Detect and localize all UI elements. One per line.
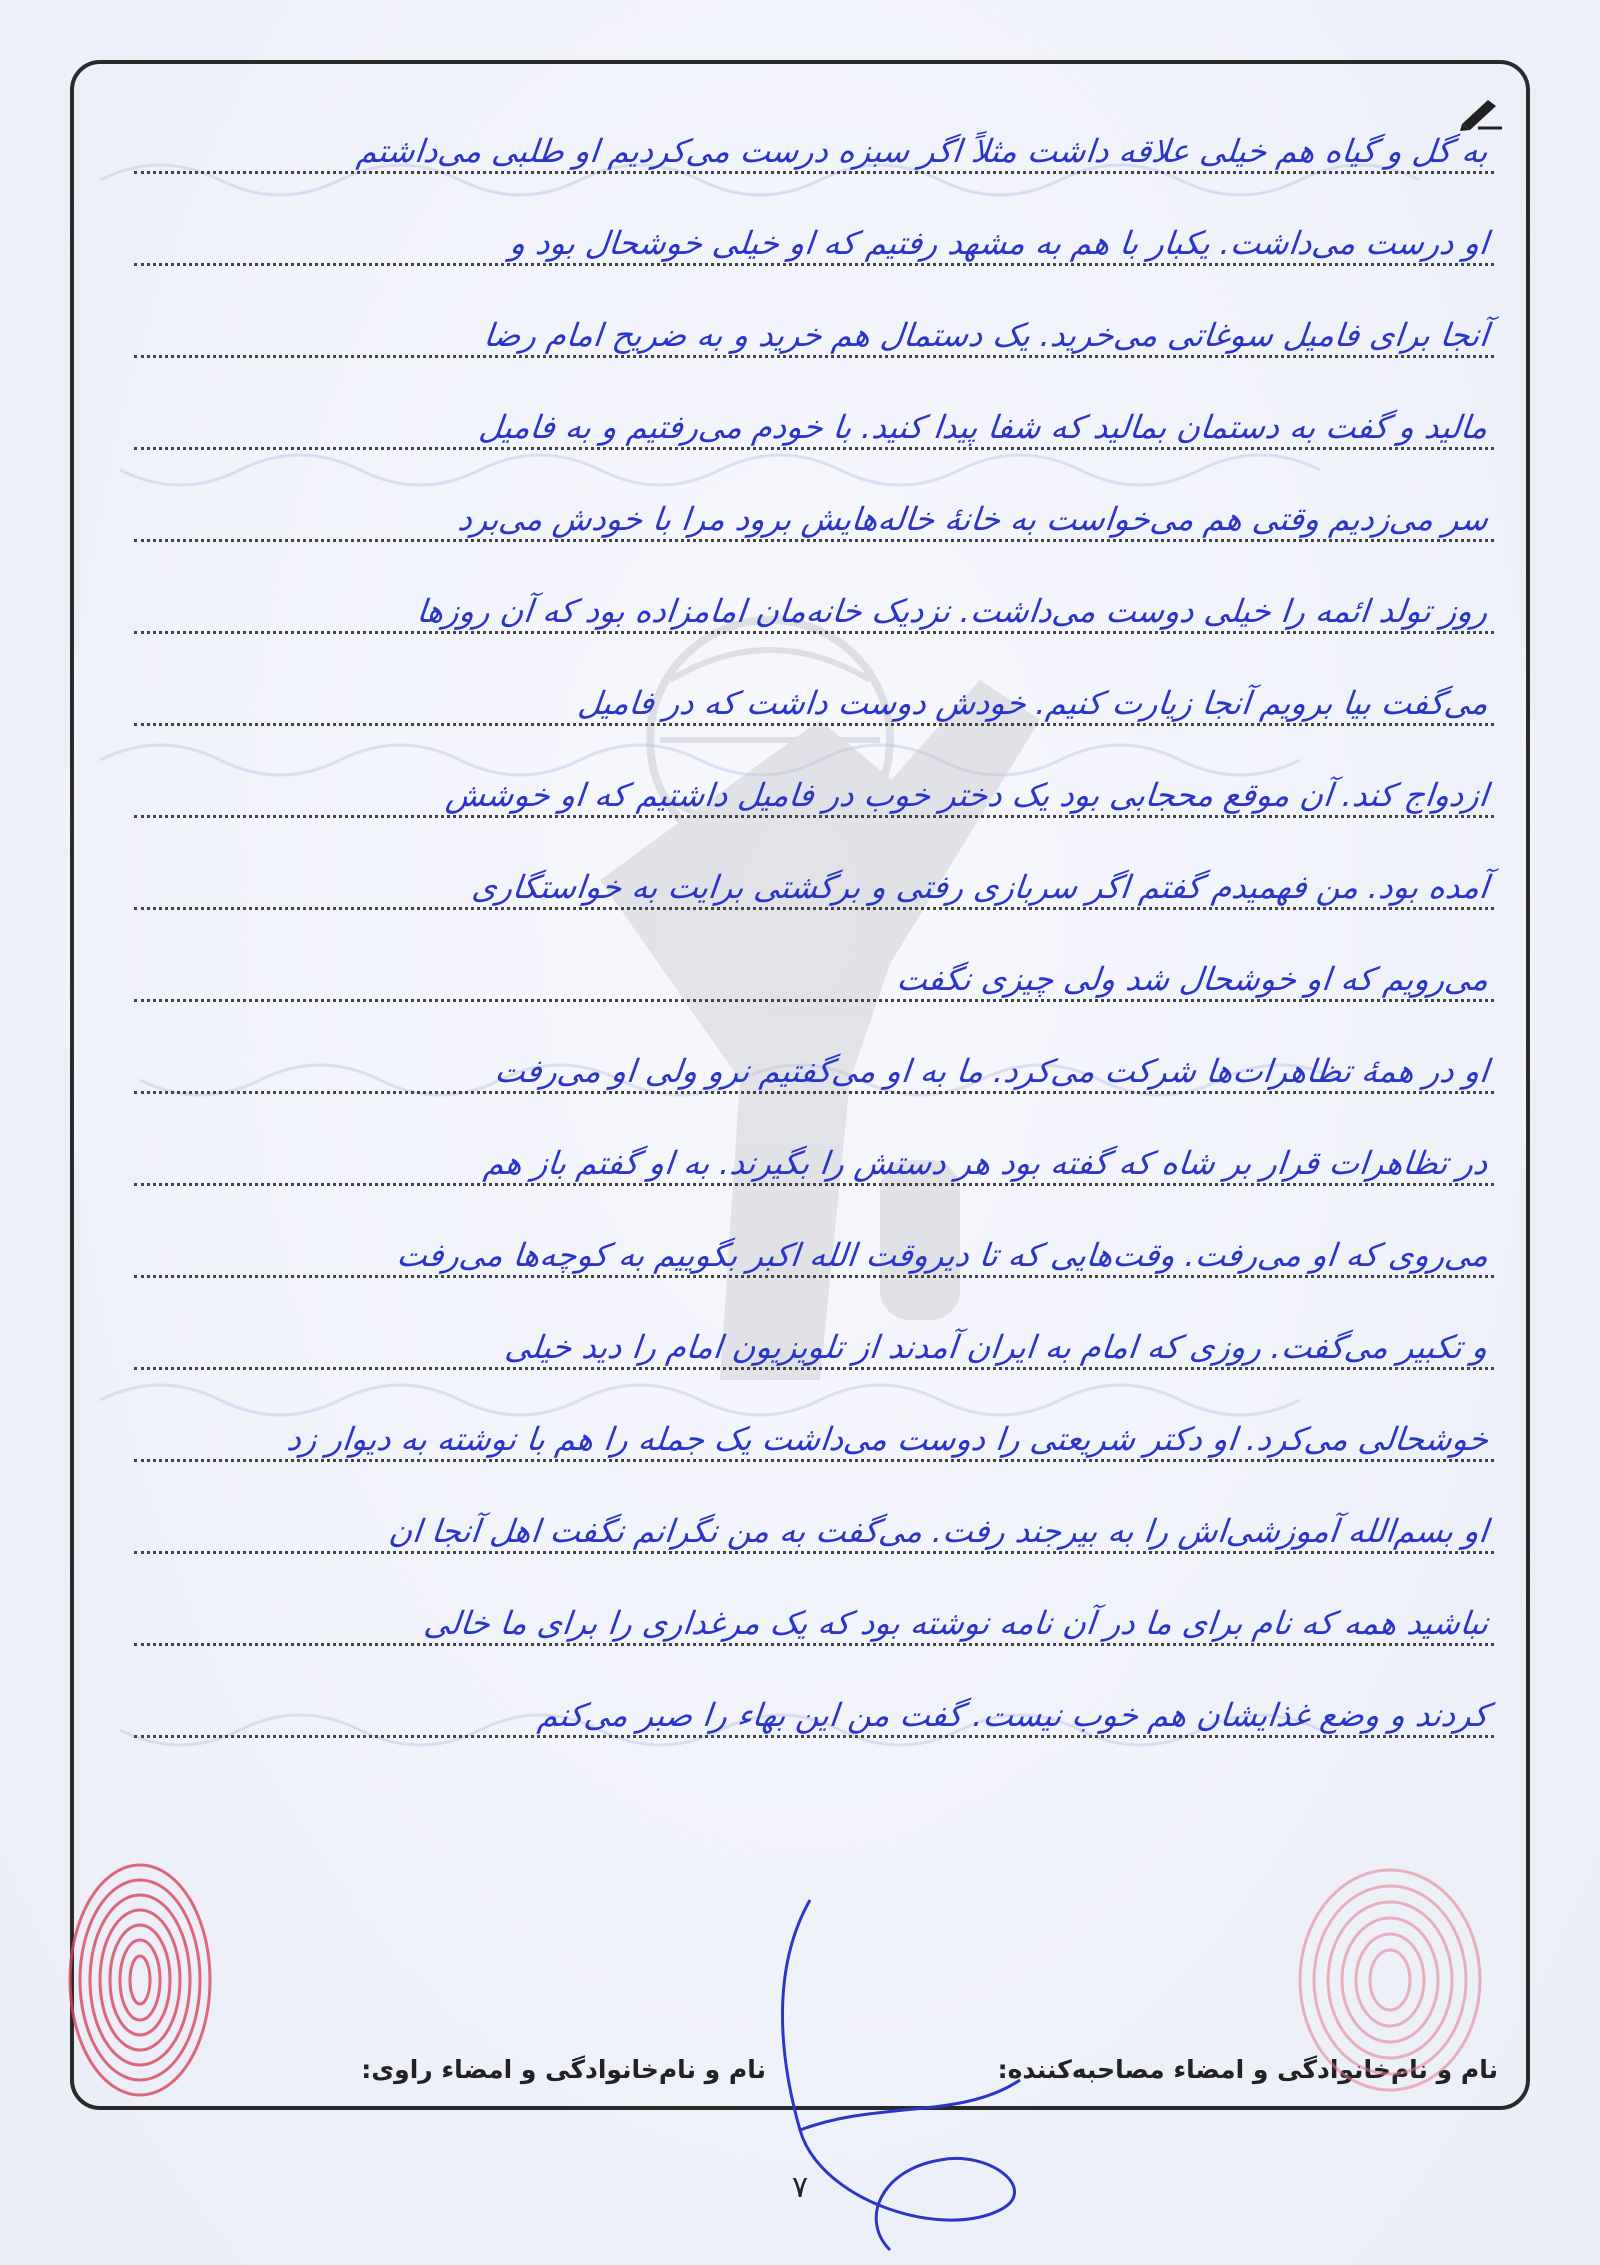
fingerprint-right-icon bbox=[1290, 1860, 1490, 2100]
handwritten-text-block bbox=[134, 94, 1494, 1750]
handwritten-line: و تکبیر می‌گفت. روزی که امام به ایران آمدند از تلویزیون امام را دید خیلی bbox=[503, 1328, 1490, 1366]
handwritten-line: آنجا برای فامیل سوغاتی می‌خرید. یک دستمال هم خرید و به ضریح امام رضا bbox=[481, 316, 1490, 354]
ruled-line bbox=[134, 738, 1494, 830]
handwritten-line: مالید و گفت به دستمان بمالید که شفا پیدا کنید. با خودم می‌رفتیم و به فامیل bbox=[477, 408, 1490, 446]
ruled-line bbox=[134, 830, 1494, 922]
handwritten-line: او درست می‌داشت. یکبار با هم به مشهد رفتیم که او خیلی خوشحال بود و bbox=[507, 224, 1490, 262]
ruled-line bbox=[134, 1474, 1494, 1566]
ruled-line bbox=[134, 1106, 1494, 1198]
handwritten-line: او بسم‌الله آموزشی‌اش را به بیرجند رفت. می‌گفت به من نگرانم نگفت اهل آنجا ان bbox=[387, 1512, 1490, 1550]
ruled-line bbox=[134, 1014, 1494, 1106]
ruled-line bbox=[134, 1382, 1494, 1474]
interviewer-signature-label: نام و نام‌خانوادگی و امضاء مصاحبه‌کننده: bbox=[997, 2055, 1498, 2084]
fingerprint-left-icon bbox=[60, 1850, 220, 2110]
ruled-line bbox=[134, 1290, 1494, 1382]
handwritten-line: او در همهٔ تظاهرات‌ها شرکت می‌کرد. ما به او می‌گفتیم نرو ولی او می‌رفت bbox=[492, 1052, 1490, 1090]
handwritten-line: به گل و گیاه هم خیلی علاقه داشت مثلاً اگر سبزه درست می‌کردیم او طلبی می‌داشتم bbox=[355, 132, 1490, 170]
ruled-line bbox=[134, 1658, 1494, 1750]
ruled-line bbox=[134, 646, 1494, 738]
handwritten-line: کردند و وضع غذایشان هم خوب نیست. گفت من این بهاء را صبر می‌کنم bbox=[535, 1696, 1490, 1734]
ruled-line bbox=[134, 94, 1494, 186]
handwritten-line: در تظاهرات قرار بر شاه که گفته بود هر دستش را بگیرند. به او گفتم باز هم bbox=[482, 1144, 1490, 1182]
ruled-line bbox=[134, 554, 1494, 646]
text-frame bbox=[70, 60, 1530, 2110]
handwritten-line: روز تولد ائمه را خیلی دوست می‌داشت. نزدیک خانه‌مان امامزاده بود که آن روزها bbox=[415, 592, 1490, 630]
handwritten-line: می‌روی که او می‌رفت. وقت‌هایی که تا دیروقت الله اکبر بگوییم به کوچه‌ها می‌رفت bbox=[394, 1236, 1490, 1274]
ruled-line bbox=[134, 1198, 1494, 1290]
ruled-line bbox=[134, 462, 1494, 554]
handwritten-line: سر می‌زدیم وقتی هم می‌خواست به خانهٔ خاله‌هایش برود مرا با خودش می‌برد bbox=[455, 500, 1490, 538]
handwritten-line: می‌گفت بیا برویم آنجا زیارت کنیم. خودش دوست داشت که در فامیل bbox=[575, 684, 1490, 722]
narrator-signature-label: نام و نام‌خانوادگی و امضاء راوی: bbox=[361, 2055, 766, 2084]
ruled-line bbox=[134, 370, 1494, 462]
handwritten-line: ازدواج کند. آن موقع محجابی بود یک دختر خوب در فامیل داشتیم که او خوشش bbox=[443, 776, 1490, 814]
handwritten-line: می‌رویم که او خوشحال شد ولی چیزی نگفت bbox=[894, 960, 1490, 998]
handwritten-line: آمده بود. من فهمیدم گفتم اگر سربازی رفتی و برگشتی برایت به خواستگاری bbox=[469, 868, 1490, 906]
ruled-line bbox=[134, 1566, 1494, 1658]
page-number: ۷ bbox=[791, 2170, 809, 2205]
handwritten-line: خوشحالی می‌کرد. او دکتر شریعتی را دوست می‌داشت یک جمله را هم با نوشته به دیوار زد bbox=[284, 1420, 1490, 1458]
ruled-line bbox=[134, 922, 1494, 1014]
ruled-line bbox=[134, 186, 1494, 278]
handwritten-line: نباشید همه که نام برای ما در آن نامه نوشته بود که یک مرغداری را برای ما خالی bbox=[421, 1604, 1490, 1642]
ruled-line bbox=[134, 278, 1494, 370]
